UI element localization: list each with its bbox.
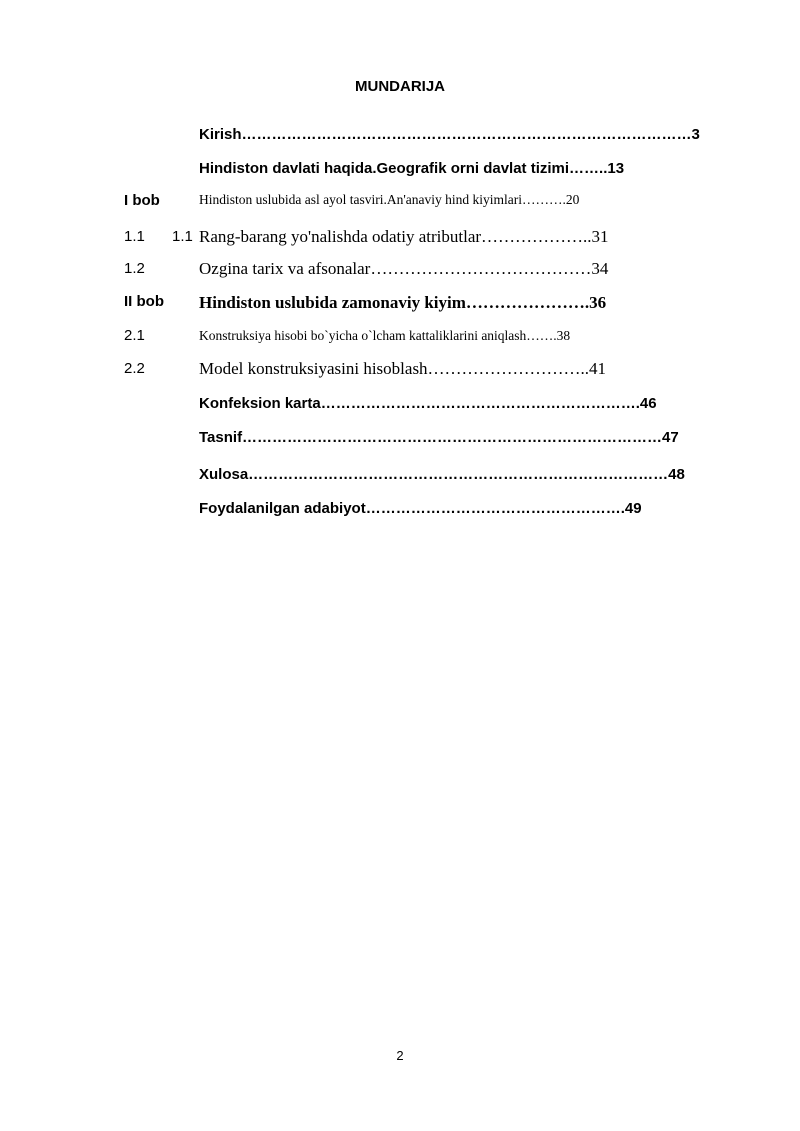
- toc-entry-xulosa: [0, 466, 800, 492]
- toc-entry-text: Model konstruksiyasini hisoblash………………………..41: [199, 359, 607, 378]
- toc-entry-hindiston-davlati: [0, 160, 800, 186]
- toc-entry-text: Konfeksion karta……………………………………………………….46: [199, 395, 657, 412]
- toc-entry-2-2: [0, 359, 800, 385]
- toc-entry-number: 2.1: [124, 327, 145, 344]
- toc-entry-1-1: [0, 227, 800, 253]
- toc-entry-text: Hindiston davlati haqida.Geografik orni davlat tizimi……..13: [199, 160, 625, 177]
- toc-entry-1-2: [0, 259, 800, 285]
- toc-entry-prefix: 1.1: [172, 228, 193, 245]
- toc-entry-number: 2.2: [124, 360, 145, 377]
- toc-entry-ii-bob: [0, 293, 800, 319]
- toc-entry-number: 1.1: [124, 228, 145, 245]
- toc-entry-i-bob: [0, 192, 800, 218]
- toc-entry-text: Konstruksiya hisobi bo`yicha o`lcham kattaliklarini aniqlash…….38: [199, 328, 571, 343]
- toc-entry-number: II bob: [124, 293, 164, 310]
- toc-entry-kirish: [0, 126, 800, 152]
- toc-entry-konfeksion-karta: [0, 395, 800, 421]
- toc-entry-text: Hindiston uslubida asl ayol tasviri.An'anaviy hind kiyimlari……….20: [199, 192, 580, 207]
- toc-entry-text: Rang-barang yo'nalishda odatiy atributlar………………..31: [199, 227, 609, 246]
- page-title: MUNDARIJA: [355, 78, 445, 95]
- toc-entry-text: Xulosa…………………………………………………………………………48: [199, 466, 685, 483]
- toc-entry-text: Ozgina tarix va afsonalar…………………………………34: [199, 259, 609, 278]
- toc-entry-2-1: [0, 327, 800, 353]
- toc-entry-text: Hindiston uslubida zamonaviy kiyim………………….36: [199, 293, 607, 312]
- toc-entry-text: Tasnif…………………………………………………………………………47: [199, 429, 679, 446]
- page-number: 2: [396, 1048, 404, 1063]
- toc-entry-foydalanilgan-adabiyot: [0, 500, 800, 526]
- toc-entry-number: I bob: [124, 192, 160, 209]
- toc-entry-number: 1.2: [124, 260, 145, 277]
- toc-entry-text: Kirish………………………………………………………………………………3: [199, 126, 700, 143]
- toc-entry-text: Foydalanilgan adabiyot…………………………………………….49: [199, 500, 642, 517]
- toc-entry-tasnif: [0, 429, 800, 455]
